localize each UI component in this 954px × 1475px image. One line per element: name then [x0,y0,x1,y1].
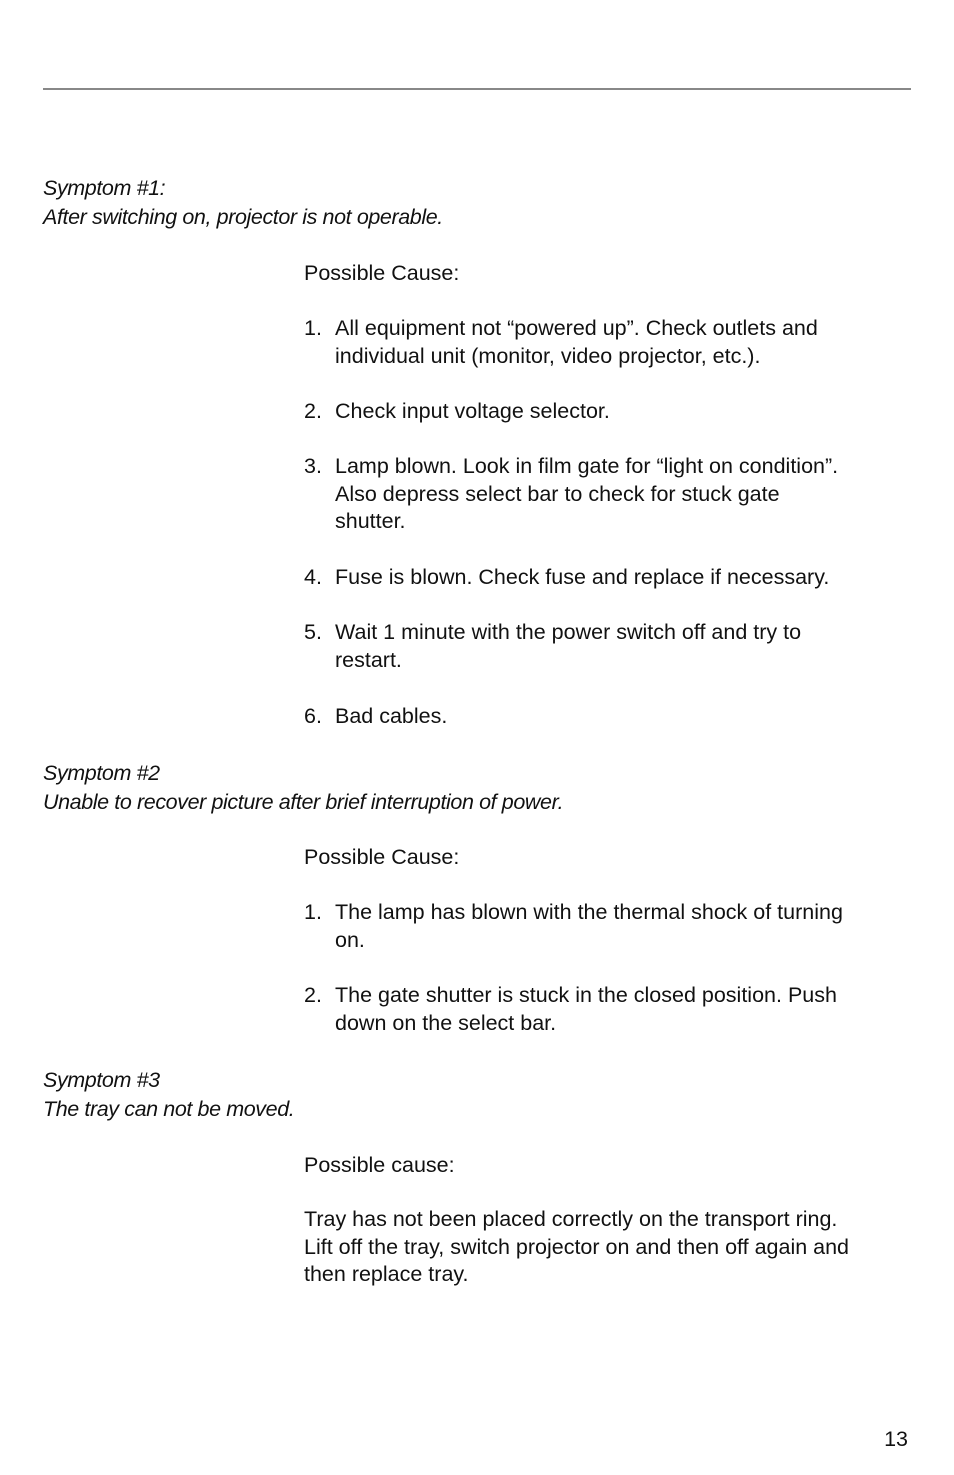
cause-text: Fuse is blown. Check fuse and replace if necessary. [335,565,830,589]
symptom-2-block [43,759,563,817]
symptom-1-cause-6 [304,703,924,731]
page-number: 13 [884,1427,908,1451]
cause-number: 1. [304,316,322,340]
symptom-3-cause-label: Possible cause: [304,1153,455,1177]
cause-text: All equipment not “powered up”. Check outlets and individual unit (monitor, video projector, etc.). [335,316,818,368]
cause-text: Bad cables. [335,704,448,728]
cause-number: 2. [304,983,322,1007]
symptom-3-heading: Symptom #3 [43,1068,160,1092]
symptom-2-cause-label: Possible Cause: [304,845,460,869]
cause-text: The lamp has blown with the thermal shock of turning on. [335,900,843,952]
cause-text: The gate shutter is stuck in the closed position. Push down on the select bar. [335,983,837,1035]
symptom-1-cause-label: Possible Cause: [304,261,460,285]
symptom-1-block [43,174,443,232]
cause-number: 5. [304,620,322,644]
symptom-1-cause-4 [304,564,924,592]
cause-number: 1. [304,900,322,924]
cause-text: Check input voltage selector. [335,399,610,423]
cause-number: 4. [304,565,322,589]
cause-text: Wait 1 minute with the power switch off and try to restart. [335,620,802,672]
symptom-2-cause-2 [304,982,924,1037]
symptom-1-heading: Symptom #1: [43,176,166,200]
symptom-2-heading: Symptom #2 [43,761,160,785]
cause-number: 3. [304,454,322,478]
symptom-2-description: Unable to recover picture after brief interruption of power. [43,790,564,814]
cause-number: 6. [304,704,322,728]
symptom-1-description: After switching on, projector is not operable. [43,205,443,229]
symptom-3-cause-text: Tray has not been placed correctly on the transport ring. Lift off the tray, switch projector on and then off again and then replace tray. [304,1207,850,1286]
symptom-3-description: The tray can not be moved. [43,1097,295,1121]
cause-number: 2. [304,399,322,423]
symptom-1-cause-1 [304,315,924,370]
symptom-1-cause-2 [304,398,924,426]
cause-text: Lamp blown. Look in film gate for “light on condition”. Also depress select bar to check for stuck gate shutter. [335,454,839,533]
symptom-3-block [43,1066,294,1124]
symptom-1-cause-5 [304,619,924,674]
symptom-1-cause-3 [304,453,924,536]
header-rule [43,88,911,90]
symptom-2-cause-1 [304,899,924,954]
